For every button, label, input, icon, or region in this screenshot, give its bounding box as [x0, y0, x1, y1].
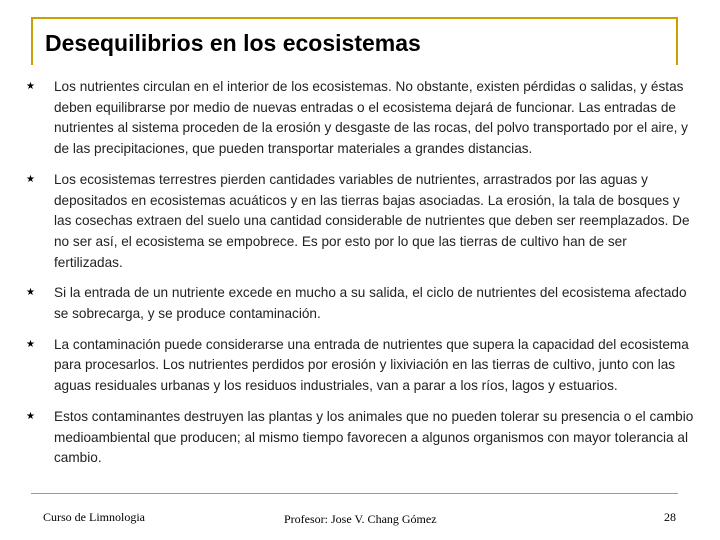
footer-course-name: Curso de Limnologia: [43, 510, 145, 524]
title-frame-top-border: [31, 17, 678, 19]
bullet-item: [26, 407, 696, 469]
star-bullet-icon: ★: [26, 338, 35, 350]
bullet-item: [26, 170, 696, 274]
footer-professor: Profesor: Jose V. Chang Gómez: [284, 512, 437, 526]
slide-title: Desequilibrios en los ecosistemas: [45, 30, 421, 56]
bullet-item: [26, 283, 696, 324]
bullet-text: Si la entrada de un nutriente excede en mucho a su salida, el ciclo de nutrientes del ecosistema afectado se sobrecarga, y se produce contaminación.: [54, 285, 687, 322]
star-bullet-icon: ★: [26, 81, 35, 92]
bullet-text: Los nutrientes circulan en el interior de los ecosistemas. No obstante, existen pérdidas o salidas, y éstas deben equilibrarse por medio de nuevas entradas o el ecosistema dejará de funcionar. Las entradas de nutrientes al sistema proceden de la erosión y desgaste de las rocas, del polvo transportado por el aire, y de las precipitaciones, que pueden transportar materiales a grandes distancias.: [54, 79, 688, 157]
title-frame-right-border: [676, 17, 678, 65]
bullet-text: Los ecosistemas terrestres pierden cantidades variables de nutrientes, arrastrados por las aguas y depositados en ecosistemas acuáticos y en las tierras bajas asociadas. La erosión, la tala de bosques y las cosechas extraen del suelo una cantidad considerable de nutrientes que deben ser reemplazados. De no ser así, el ecosistema se empobrece. Es por esto por lo que las tierras de cultivo han de ser fertilizadas.: [54, 171, 690, 270]
title-frame-left-border: [31, 17, 33, 65]
star-bullet-icon: ★: [26, 287, 35, 299]
bullet-item: [26, 77, 696, 160]
bullet-item: [26, 335, 696, 397]
star-bullet-icon: ★: [26, 410, 35, 422]
bullet-list: [26, 77, 696, 479]
star-bullet-icon: ★: [26, 173, 35, 185]
footer-divider: [31, 493, 678, 494]
bullet-text: La contaminación puede considerarse una entrada de nutrientes que supera la capacidad del ecosistema para procesarlos. Los nutrientes perdidos por erosión y lixiviación en las tierras de cultivo, junto con las aguas residuales urbanas y los residuos industriales, van a parar a los ríos, lagos y estuarios.: [54, 336, 689, 394]
bullet-text: Estos contaminantes destruyen las plantas y los animales que no pueden tolerar su presencia o el cambio medioambiental que producen; al mismo tiempo favorecen a algunos organismos con mayor tolerancia al cambio.: [54, 408, 694, 466]
footer-page-number: 28: [664, 510, 676, 524]
